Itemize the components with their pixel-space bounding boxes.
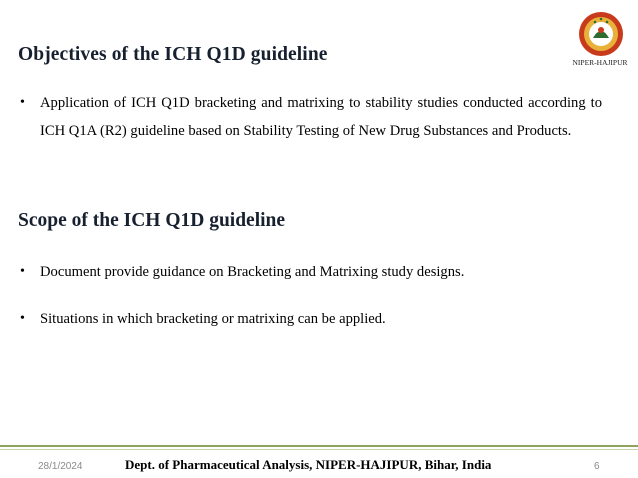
scope-bullet: [20, 258, 602, 286]
scope-text: Document provide guidance on Bracketing and Matrixing study designs.: [40, 264, 465, 280]
bullet-dot-icon: •: [20, 264, 25, 279]
footer-date: 28/1/2024: [38, 461, 83, 472]
scope-bullet: [20, 305, 602, 333]
scope-text: Situations in which bracketing or matrixing can be applied.: [40, 311, 386, 327]
footer-department: Dept. of Pharmaceutical Analysis, NIPER-HAJIPUR, Bihar, India: [125, 457, 492, 472]
bullet-dot-icon: •: [20, 95, 25, 110]
logo-caption: NIPER-HAJIPUR: [572, 58, 628, 67]
objective-bullet: [20, 89, 602, 145]
slide-title: Objectives of the ICH Q1D guideline: [18, 44, 328, 65]
footer-divider: [0, 445, 638, 447]
objective-text: Application of ICH Q1D bracketing and matrixing to stability studies conducted according to ICH Q1A (R2) guideline based on Stability Testing of New Drug Substances and Products.: [40, 95, 602, 139]
footer-divider-secondary: [0, 449, 638, 450]
slide-number: 6: [594, 461, 600, 472]
scope-title: Scope of the ICH Q1D guideline: [18, 210, 286, 231]
bullet-dot-icon: •: [20, 311, 25, 326]
